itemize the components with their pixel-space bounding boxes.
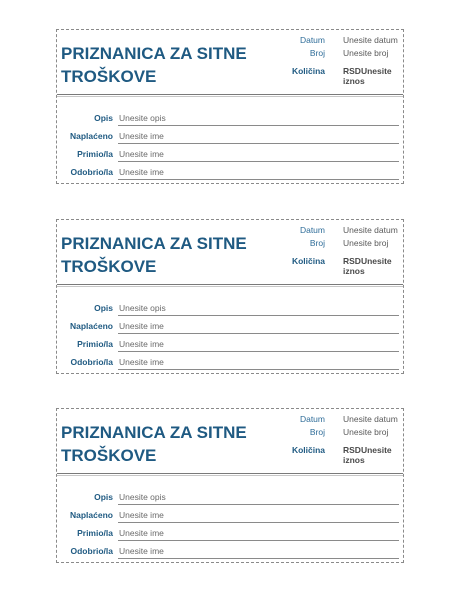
divider (57, 284, 403, 285)
approved-by-field[interactable]: Unesite ime (119, 167, 164, 177)
date-field[interactable]: Unesite datum (343, 225, 398, 235)
approved-by-row (57, 357, 399, 369)
receipt-card (56, 29, 404, 184)
received-by-label: Primio/la (77, 149, 113, 159)
charged-to-row (57, 510, 399, 522)
description-field[interactable]: Unesite opis (119, 492, 166, 502)
date-field[interactable]: Unesite datum (343, 35, 398, 45)
date-label: Datum (299, 414, 325, 424)
divider (57, 94, 403, 95)
title-line-1: PRIZNANICA ZA SITNE (61, 423, 247, 442)
receipt-title (61, 232, 266, 278)
receipt-card (56, 408, 404, 563)
field-underline (118, 522, 399, 523)
date-label: Datum (299, 35, 325, 45)
description-row (57, 492, 399, 504)
divider (57, 96, 403, 97)
charged-to-field[interactable]: Unesite ime (119, 510, 164, 520)
received-by-field[interactable]: Unesite ime (119, 149, 164, 159)
number-field[interactable]: Unesite broj (343, 238, 389, 248)
date-label: Datum (299, 225, 325, 235)
title-line-1: PRIZNANICA ZA SITNE (61, 234, 247, 253)
approved-by-label: Odobrio/la (70, 546, 113, 556)
charged-to-field[interactable]: Unesite ime (119, 131, 164, 141)
field-underline (118, 333, 399, 334)
receipt-title (61, 42, 266, 88)
amount-field[interactable]: RSDUnesite iznos (343, 256, 392, 276)
approved-by-label: Odobrio/la (70, 357, 113, 367)
received-by-field[interactable]: Unesite ime (119, 339, 164, 349)
description-row (57, 113, 399, 125)
charged-to-row (57, 321, 399, 333)
title-line-2: TROŠKOVE (61, 446, 157, 465)
description-field[interactable]: Unesite opis (119, 303, 166, 313)
number-label: Broj (309, 48, 325, 58)
amount-field[interactable]: RSDUnesite iznos (343, 66, 392, 86)
divider (57, 475, 403, 476)
number-label: Broj (309, 427, 325, 437)
divider (57, 473, 403, 474)
number-field[interactable]: Unesite broj (343, 48, 389, 58)
description-label: Opis (94, 492, 113, 502)
approved-by-row (57, 167, 399, 179)
field-underline (118, 179, 399, 180)
receipt-card (56, 219, 404, 374)
received-by-field[interactable]: Unesite ime (119, 528, 164, 538)
number-field[interactable]: Unesite broj (343, 427, 389, 437)
description-field[interactable]: Unesite opis (119, 113, 166, 123)
charged-to-label: Naplaćeno (70, 321, 113, 331)
amount-label: Količina (291, 445, 325, 455)
field-underline (118, 143, 399, 144)
field-underline (118, 351, 399, 352)
title-line-1: PRIZNANICA ZA SITNE (61, 44, 247, 63)
date-field[interactable]: Unesite datum (343, 414, 398, 424)
approved-by-field[interactable]: Unesite ime (119, 546, 164, 556)
received-by-row (57, 528, 399, 540)
charged-to-label: Naplaćeno (70, 510, 113, 520)
field-underline (118, 504, 399, 505)
description-label: Opis (94, 303, 113, 313)
receipt-title (61, 421, 266, 467)
title-line-2: TROŠKOVE (61, 67, 157, 86)
amount-field[interactable]: RSDUnesite iznos (343, 445, 392, 465)
amount-label: Količina (291, 66, 325, 76)
received-by-label: Primio/la (77, 339, 113, 349)
charged-to-label: Naplaćeno (70, 131, 113, 141)
field-underline (118, 369, 399, 370)
approved-by-row (57, 546, 399, 558)
field-underline (118, 161, 399, 162)
field-underline (118, 540, 399, 541)
approved-by-field[interactable]: Unesite ime (119, 357, 164, 367)
description-label: Opis (94, 113, 113, 123)
description-row (57, 303, 399, 315)
charged-to-row (57, 131, 399, 143)
number-label: Broj (309, 238, 325, 248)
charged-to-field[interactable]: Unesite ime (119, 321, 164, 331)
approved-by-label: Odobrio/la (70, 167, 113, 177)
field-underline (118, 125, 399, 126)
received-by-row (57, 149, 399, 161)
title-line-2: TROŠKOVE (61, 257, 157, 276)
divider (57, 286, 403, 287)
received-by-label: Primio/la (77, 528, 113, 538)
received-by-row (57, 339, 399, 351)
amount-label: Količina (291, 256, 325, 266)
field-underline (118, 558, 399, 559)
field-underline (118, 315, 399, 316)
